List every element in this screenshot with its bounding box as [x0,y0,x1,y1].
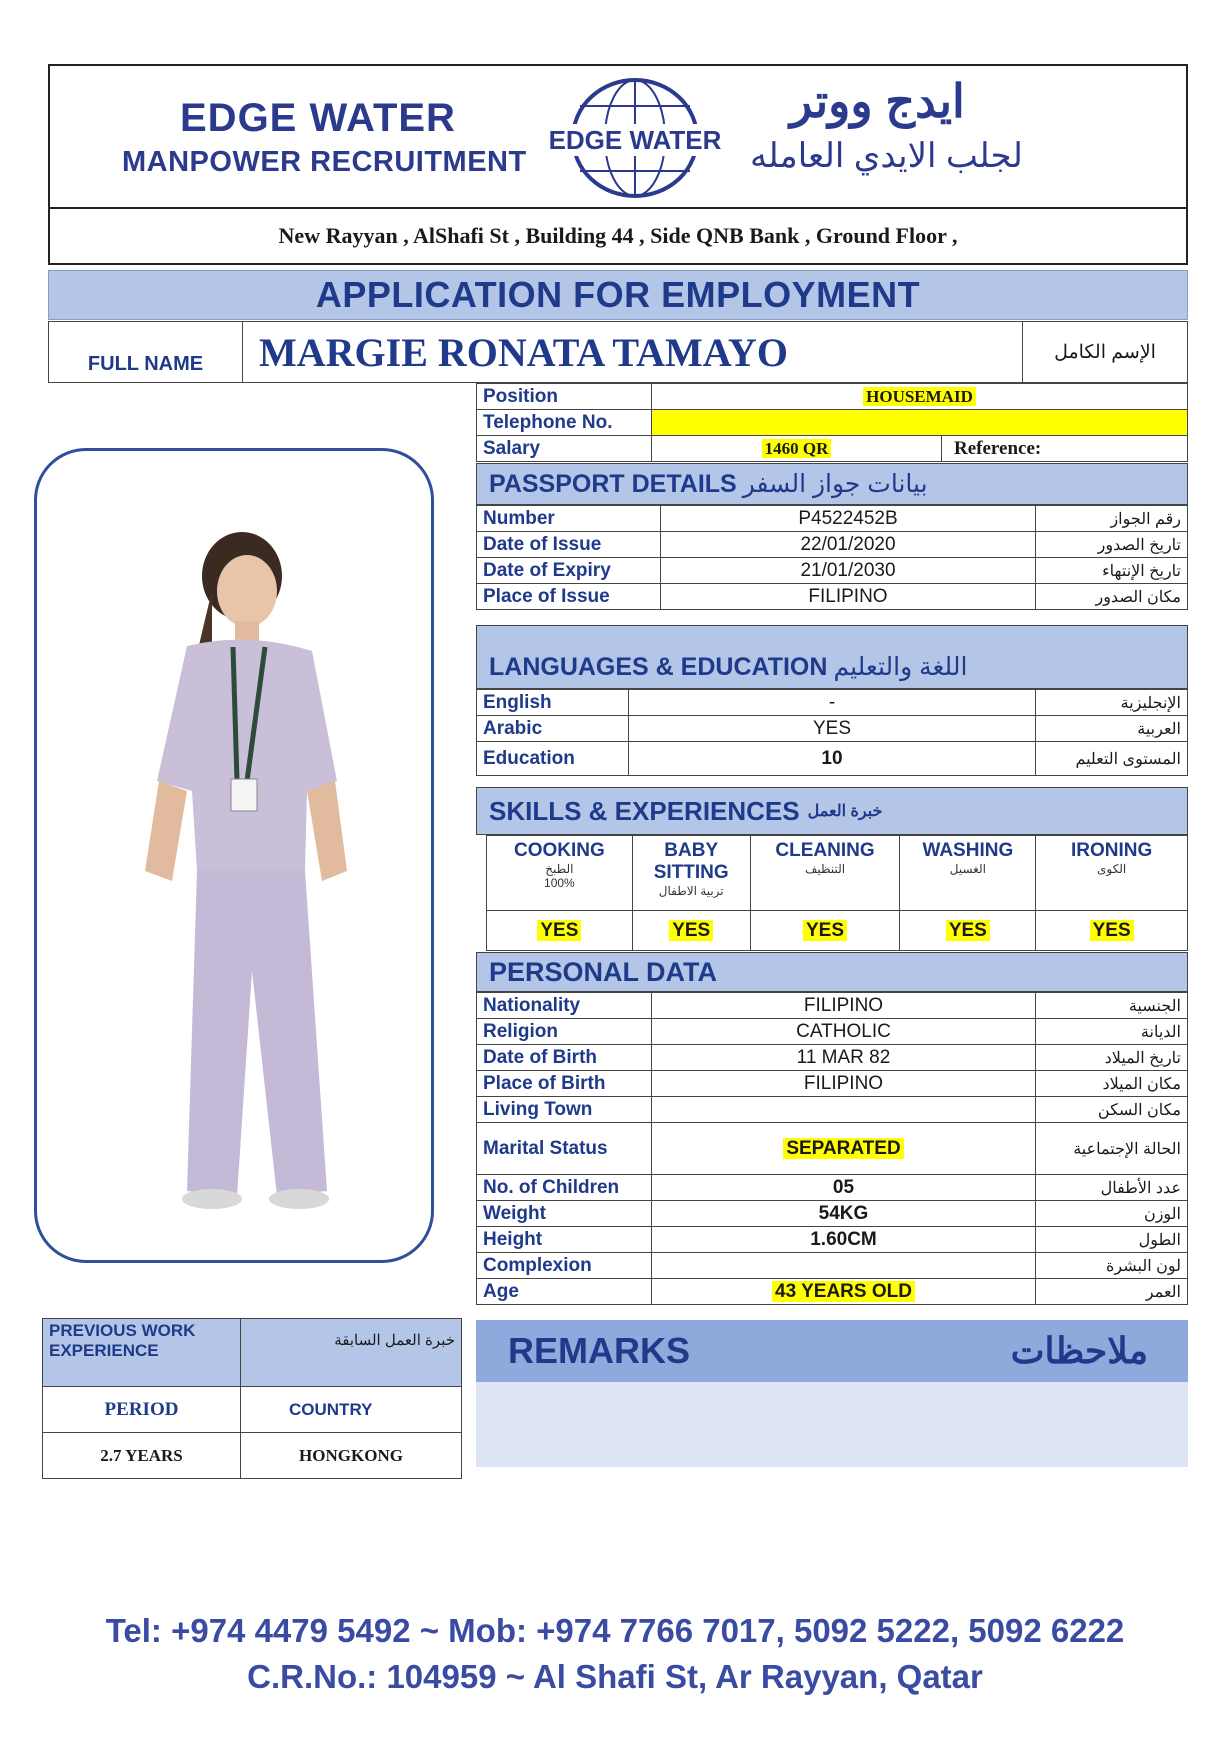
row-label-ar: مكان السكن [1036,1097,1188,1123]
skills-heading-ar: خبرة العمل [807,803,883,820]
remarks-heading-band [476,1320,1188,1382]
passport-table [476,505,1188,610]
row-label: Nationality [477,993,652,1019]
row-value: FILIPINO [661,584,1036,610]
table-row [477,716,1188,742]
row-label: Age [477,1279,652,1305]
row-label: No. of Children [477,1175,652,1201]
row-label-ar: تاريخ الميلاد [1036,1045,1188,1071]
row-label-ar: تاريخ الإنتهاء [1036,558,1188,584]
table-row [477,1279,1188,1305]
table-row [477,1201,1188,1227]
row-label-ar: الحالة الإجتماعية [1036,1123,1188,1175]
footer-registration: C.R.No.: 104959 ~ Al Shafi St, Ar Rayyan, Qatar [247,1658,983,1695]
row-label: Weight [477,1201,652,1227]
table-row [477,558,1188,584]
table-row [477,1045,1188,1071]
skill-header [1036,836,1188,911]
table-row [477,742,1188,776]
position-table [476,383,1188,462]
row-label: Place of Birth [477,1071,652,1097]
period-value: 2.7 YEARS [43,1433,241,1479]
row-label: Education [477,742,629,776]
row-label: Religion [477,1019,652,1045]
table-row [477,506,1188,532]
table-row [477,1019,1188,1045]
skill-value-cell [900,911,1036,951]
skills-heading: SKILLS & EXPERIENCES [489,795,800,826]
row-label: Date of Issue [477,532,661,558]
row-label-ar: الجنسية [1036,993,1188,1019]
brand-tagline-en: MANPOWER RECRUITMENT [122,146,527,178]
skill-value: YES [946,920,990,941]
languages-table [476,689,1188,776]
row-value: 10 [629,742,1036,776]
skill-value-cell [1036,911,1188,951]
row-label-ar: الطول [1036,1227,1188,1253]
skill-name: CLEANING [775,840,875,861]
passport-heading: PASSPORT DETAILS [489,469,737,498]
full-name-label-ar: الإسم الكامل [1054,341,1156,363]
row-value: - [629,690,1036,716]
table-row [477,532,1188,558]
row-value: 22/01/2020 [661,532,1036,558]
full-name-row [48,321,1188,383]
row-value [652,1097,1036,1123]
row-label: Marital Status [477,1123,652,1175]
passport-section-heading [476,463,1188,505]
table-row [477,1123,1188,1175]
telephone-label: Telephone No. [477,410,652,436]
table-row [477,584,1188,610]
row-label-ar: تاريخ الصدور [1036,532,1188,558]
skill-name-ar: التنظيف [804,862,846,876]
previous-work-heading-ar: خبرة العمل السابقة [241,1319,462,1387]
skill-value: YES [537,920,581,941]
skill-header [750,836,900,911]
row-label-ar: العربية [1036,716,1188,742]
skill-value: YES [1090,920,1134,941]
skill-note: 100% [544,876,575,890]
skill-name-ar: الغسيل [949,862,986,876]
row-value: YES [629,716,1036,742]
skill-name: COOKING [514,840,605,861]
skill-header [900,836,1036,911]
letterhead [48,64,1188,209]
row-label: Complexion [477,1253,652,1279]
passport-heading-ar: بيانات جواز السفر [742,470,928,498]
brand-name-en: EDGE WATER [180,96,456,140]
remarks-area [476,1382,1188,1467]
row-label: Place of Issue [477,584,661,610]
skill-name-ar: الكوى [1097,862,1127,876]
footer-contact: Tel: +974 4479 5492 ~ Mob: +974 7766 7017, 5092 5222, 5092 6222 [105,1612,1125,1649]
skill-value: YES [803,920,847,941]
row-label: Height [477,1227,652,1253]
office-address: New Rayyan , AlShafi St , Building 44 , Side QNB Bank , Ground Floor , [48,209,1188,265]
country-value: HONGKONG [241,1433,462,1479]
skills-section-heading [476,787,1188,835]
row-value: 21/01/2030 [661,558,1036,584]
skill-name: BABY SITTING [653,840,729,883]
salary-value: 1460 QR [762,439,832,458]
row-label-ar: العمر [1036,1279,1188,1305]
salary-label: Salary [477,436,652,462]
row-value: FILIPINO [652,993,1036,1019]
logo-text: EDGE WATER [548,125,722,155]
row-label-ar: مكان الصدور [1036,584,1188,610]
row-value: 54KG [652,1201,1036,1227]
applicant-photo [34,448,434,1263]
row-label: English [477,690,629,716]
row-label-ar: مكان الميلاد [1036,1071,1188,1097]
languages-heading-ar: اللغة والتعليم [833,653,968,681]
skill-value-cell [487,911,633,951]
row-label: Date of Expiry [477,558,661,584]
page-title: APPLICATION FOR EMPLOYMENT [48,270,1188,320]
row-value: CATHOLIC [652,1019,1036,1045]
brand-name-ar: ايدج ووتر [790,75,965,127]
person-silhouette-icon [37,451,434,1263]
period-label: PERIOD [43,1387,241,1433]
personal-table [476,992,1188,1305]
skill-header [487,836,633,911]
brand-tagline-ar: لجلب الايدي العامله [750,137,1023,175]
languages-section-heading [476,625,1188,689]
table-row [477,1071,1188,1097]
reference-label: Reference: [942,436,1188,462]
position-value: HOUSEMAID [863,387,976,406]
skill-name-ar: تربية الاطفال [658,884,724,898]
skill-value-cell [750,911,900,951]
row-label-ar: رقم الجواز [1036,506,1188,532]
skills-table [486,835,1188,951]
row-value: SEPARATED [652,1123,1036,1175]
table-row [477,1253,1188,1279]
telephone-value [652,410,1188,436]
table-row [477,1097,1188,1123]
row-value: P4522452B [661,506,1036,532]
skill-value-cell [632,911,750,951]
row-label-ar: الإنجليزية [1036,690,1188,716]
row-label-ar: المستوى التعليم [1036,742,1188,776]
row-value: 05 [652,1175,1036,1201]
skill-name: WASHING [922,840,1014,861]
row-label: Living Town [477,1097,652,1123]
row-label-ar: عدد الأطفال [1036,1175,1188,1201]
row-value: FILIPINO [652,1071,1036,1097]
personal-section-heading [476,952,1188,992]
row-value: 11 MAR 82 [652,1045,1036,1071]
position-label: Position [477,384,652,410]
skill-header [632,836,750,911]
row-value: 1.60CM [652,1227,1036,1253]
skill-name: IRONING [1070,840,1153,861]
row-label-ar: لون البشرة [1036,1253,1188,1279]
row-value: 43 YEARS OLD [652,1279,1036,1305]
row-label: Number [477,506,661,532]
row-label: Date of Birth [477,1045,652,1071]
remarks-heading-ar: ملاحظات [1010,1330,1148,1371]
row-label-ar: الديانة [1036,1019,1188,1045]
skill-name-ar: الطبخ [545,862,574,876]
country-label: COUNTRY [241,1387,462,1433]
table-row [477,993,1188,1019]
previous-work-table [42,1318,462,1479]
personal-heading: PERSONAL DATA [489,956,718,987]
previous-work-heading: PREVIOUS WORK EXPERIENCE [43,1319,241,1387]
full-name-value: MARGIE RONATA TAMAYO [243,322,1023,382]
table-row [477,1175,1188,1201]
globe-logo-icon [540,76,730,201]
row-label-ar: الوزن [1036,1201,1188,1227]
full-name-label: FULL NAME [49,322,243,382]
remarks-heading: REMARKS [508,1330,691,1371]
languages-heading: LANGUAGES & EDUCATION [489,653,828,681]
skill-value: YES [669,920,713,941]
table-row [477,690,1188,716]
row-value [652,1253,1036,1279]
row-label: Arabic [477,716,629,742]
table-row [477,1227,1188,1253]
